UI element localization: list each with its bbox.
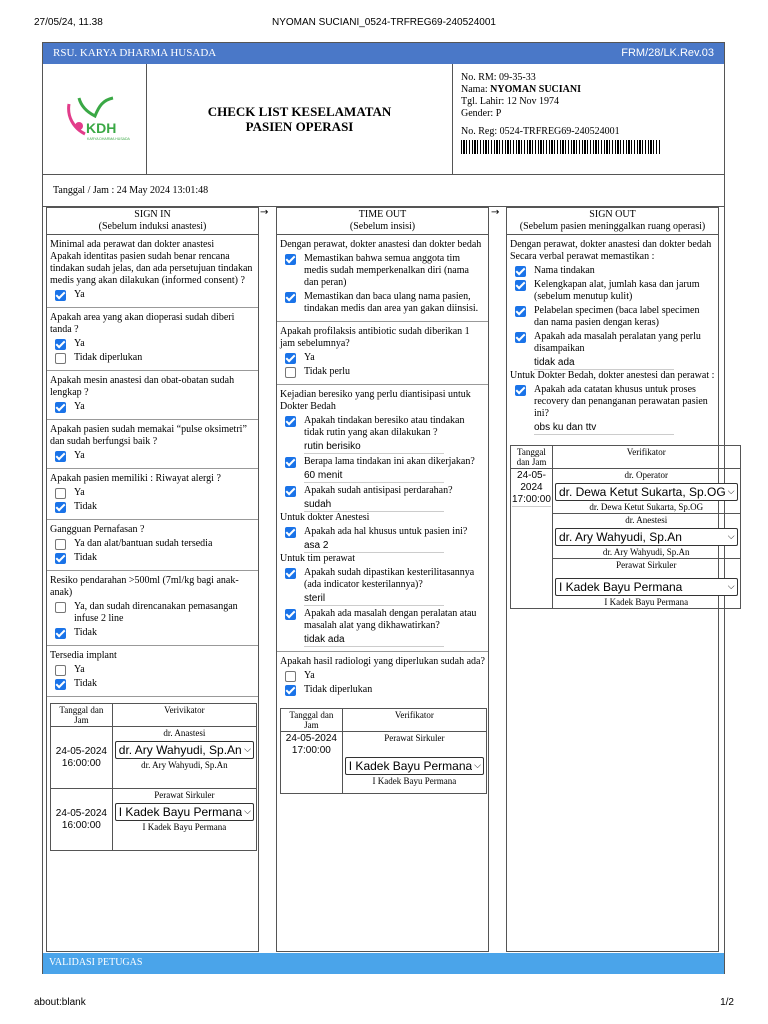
checkbox-option[interactable] [285, 415, 485, 439]
verifier-select[interactable]: I Kadek Bayu Permana ⌵ [115, 803, 254, 821]
question-text: Kejadian beresiko yang perlu diantisipasi untuk Dokter Bedah [280, 389, 471, 412]
checkbox-label: Nama tindakan [534, 265, 595, 276]
ver-date: 24-05-2024 [517, 470, 546, 493]
checkbox-checked[interactable] [515, 385, 526, 396]
ver-verifier-cell [552, 469, 740, 514]
ver-date: 24-05-2024 [285, 733, 337, 744]
sign-in-header [47, 208, 258, 235]
checkbox-checked[interactable] [55, 502, 66, 513]
print-datetime: 27/05/24, 11.38 [34, 17, 103, 28]
ver-time: 17:00:00 [512, 494, 551, 505]
checkbox-label: Kelengkapan alat, jumlah kasa dan jarum (sebelum menutup kulit) [534, 279, 700, 302]
checkbox-option[interactable] [285, 670, 485, 682]
answer-text: obs ku dan ttv [534, 422, 674, 435]
ver-datetime-cell [281, 732, 343, 794]
sign-in-column [46, 207, 259, 952]
answer-text: sudah [304, 499, 444, 512]
checkbox-label: Apakah sudah dipastikan kesterilitasannya (ada indicator kesterilannya)? [304, 567, 475, 590]
ver-verifier-cell [112, 789, 256, 851]
answer-text: rutin berisiko [304, 441, 444, 454]
sign-in-questions [47, 235, 258, 697]
question-section [47, 571, 258, 646]
checkbox-label: Ya [74, 664, 85, 675]
arrow-icon: → [491, 207, 500, 218]
checkbox-option[interactable] [55, 552, 255, 564]
checkbox-label: Tidak [74, 678, 97, 689]
question-section [507, 235, 718, 439]
checkbox-option[interactable] [515, 305, 715, 329]
checkbox-checked[interactable] [55, 290, 66, 301]
checkbox-option[interactable] [285, 485, 485, 497]
question-section [277, 235, 488, 322]
ver-role: Perawat Sirkuler [616, 560, 677, 570]
checkbox-checked[interactable] [285, 353, 296, 364]
question-section [47, 308, 258, 371]
barcode [461, 140, 661, 154]
question-section [277, 385, 488, 652]
question-section [47, 235, 258, 308]
form-header [43, 64, 724, 174]
question-text: Dengan perawat, dokter anastesi dan dokter bedah [510, 239, 712, 250]
patient-name: NYOMAN SUCIANI [490, 84, 581, 95]
checkbox-option[interactable] [55, 678, 255, 690]
answer-text: asa 2 [304, 540, 444, 553]
checkbox-option[interactable] [515, 265, 715, 277]
answer-text: 60 menit [304, 470, 444, 483]
chevron-down-icon: ⌵ [727, 532, 735, 542]
question-text: Untuk Dokter Bedah, dokter anestesi dan perawat : [510, 370, 715, 381]
ver-datetime-cell [51, 789, 113, 851]
checkbox-option[interactable] [285, 366, 485, 378]
checkbox-option[interactable] [55, 487, 255, 499]
checkbox-label: Berapa lama tindakan ini akan dikerjakan? [304, 456, 475, 467]
time-out-column [276, 207, 489, 952]
checkbox-checked[interactable] [285, 292, 296, 303]
ver-header-verifier: Verifikator [342, 709, 486, 732]
ver-header-date: Tanggal dan Jam [51, 704, 113, 727]
checkbox-option[interactable] [55, 627, 255, 639]
question-text: Apakah pasien sudah memakai “pulse oksimetri” dan sudah berfungsi baik ? [50, 424, 247, 447]
checkbox-option[interactable] [515, 331, 715, 355]
checkbox-label: Apakah ada masalah peralatan yang perlu disampaikan [534, 331, 701, 354]
answer-text: tidak ada [304, 634, 444, 647]
checkbox-label: Apakah ada catatan khusus untuk proses recovery dan penanganan perawatan pasien ini? [534, 384, 708, 419]
checkbox-label: Ya [304, 670, 315, 681]
checkbox-unchecked[interactable] [55, 353, 66, 364]
verifier-select[interactable]: I Kadek Bayu Permana ⌵ [345, 757, 484, 775]
ver-name: I Kadek Bayu Permana [142, 822, 227, 832]
checkbox-checked[interactable] [515, 306, 526, 317]
checkbox-checked[interactable] [285, 457, 296, 468]
ver-name: I Kadek Bayu Permana [372, 776, 457, 786]
checkbox-checked[interactable] [285, 527, 296, 538]
logo-cell [43, 64, 147, 174]
validasi-bar [43, 953, 724, 974]
checkbox-option[interactable] [55, 401, 255, 413]
checkbox-option[interactable] [285, 352, 485, 364]
checkbox-checked[interactable] [55, 402, 66, 413]
checkbox-checked[interactable] [515, 266, 526, 277]
sign-out-subtitle: (Sebelum pasien meninggalkan ruang operasi) [519, 221, 706, 232]
checkbox-unchecked[interactable] [285, 671, 296, 682]
question-text: Apakah profilaksis antibiotic sudah diberikan 1 jam sebelumnya? [280, 326, 470, 349]
ver-header-date: Tanggal dan Jam [281, 709, 343, 732]
print-doc-title: NYOMAN SUCIANI_0524-TRFREG69-240524001 [272, 17, 496, 28]
form-code: FRM/28/LK.Rev.03 [621, 47, 714, 59]
ver-header-verifier: Verifikator [552, 446, 740, 469]
checkbox-checked[interactable] [55, 339, 66, 350]
checkbox-label: Ya [74, 401, 85, 412]
question-text: Apakah pasien memiliki : Riwayat alergi ? [50, 473, 221, 484]
question-text: Apakah mesin anastesi dan obat-obatan sudah lengkap ? [50, 375, 235, 398]
checkbox-label: Tidak [74, 552, 97, 563]
patient-birthdate: Tgl. Lahir: 12 Nov 1974 [461, 96, 560, 107]
checkbox-unchecked[interactable] [55, 539, 66, 550]
checkbox-label: Apakah sudah antisipasi perdarahan? [304, 485, 453, 496]
question-section [47, 371, 258, 420]
ver-verifier-cell [342, 732, 486, 794]
ver-date: 24-05-2024 [55, 745, 107, 757]
answer-text: tidak ada [534, 357, 674, 370]
ver-header-verifier: Verivikator [112, 704, 256, 727]
checkbox-label: Tidak [74, 501, 97, 512]
ver-verifier-cell [112, 727, 256, 789]
print-footer [34, 997, 734, 1009]
hospital-logo [43, 64, 147, 174]
question-section [47, 646, 258, 697]
checkbox-label: Tidak perlu [304, 366, 351, 377]
time-out-questions [277, 235, 488, 702]
ver-verifier-cell [552, 514, 740, 559]
ver-role: Perawat Sirkuler [384, 733, 445, 743]
question-section [47, 469, 258, 520]
ver-date: 24-05-2024 [55, 807, 107, 819]
ver-role: dr. Anestesi [625, 515, 668, 525]
checkbox-option[interactable] [55, 352, 255, 364]
checkbox-option[interactable] [55, 289, 255, 301]
ver-name: dr. Ary Wahyudi, Sp.An [141, 760, 228, 770]
question-text: Resiko pendarahan >500ml (7ml/kg bagi anak-anak) [50, 575, 239, 598]
checkbox-label: Apakah ada masalah dengan peralatan atau masalah alat yang dikhawatirkan? [304, 608, 477, 631]
ver-time: 16:00:00 [61, 819, 101, 831]
checkbox-label: Ya [74, 338, 85, 349]
patient-info [461, 72, 721, 154]
checkbox-checked[interactable] [285, 609, 296, 620]
checkbox-option[interactable] [285, 526, 485, 538]
sign-out-questions [507, 235, 718, 439]
checkbox-option[interactable] [55, 338, 255, 350]
checkbox-unchecked[interactable] [55, 665, 66, 676]
ver-datetime-cell [511, 469, 553, 609]
checkbox-checked[interactable] [55, 451, 66, 462]
ver-time: 17:00:00 [291, 745, 331, 756]
ver-header-date: Tanggal dan Jam [511, 446, 553, 469]
ver-name: I Kadek Bayu Permana [604, 597, 689, 607]
arrow-icon: → [260, 207, 269, 218]
ver-time: 16:00:00 [61, 757, 101, 769]
checkbox-label: Memastikan dan baca ulang nama pasien, tindakan medis dan area yan gakan diinsisi. [304, 291, 479, 314]
question-text: Gangguan Pernafasan ? [50, 524, 145, 535]
sign-out-verification-table [510, 445, 741, 609]
checkbox-option[interactable] [285, 253, 485, 289]
sign-out-column [506, 207, 735, 952]
checkbox-option[interactable] [285, 291, 485, 315]
checkbox-checked[interactable] [285, 568, 296, 579]
ver-role: dr. Operator [624, 470, 668, 480]
sign-out-title: SIGN OUT [589, 209, 636, 220]
checkbox-label: Tidak [74, 627, 97, 638]
checkbox-checked[interactable] [285, 486, 296, 497]
checkbox-checked[interactable] [55, 628, 66, 639]
question-text: Apakah hasil radiologi yang diperlukan sudah ada? [280, 656, 485, 667]
checkbox-label: Tidak diperlukan [304, 684, 373, 695]
checkbox-label: Memastikan bahwa semua anggota tim medis sudah memperkenalkan diri (nama dan peran) [304, 253, 469, 288]
checkbox-label: Apakah ada hal khusus untuk pasien ini? [304, 526, 468, 537]
chevron-down-icon: ⌵ [244, 807, 251, 817]
checkbox-checked[interactable] [285, 416, 296, 427]
checkbox-option[interactable] [285, 608, 485, 632]
question-text: Tersedia implant [50, 650, 117, 661]
question-text: Untuk tim perawat [280, 553, 355, 564]
checkbox-option[interactable] [55, 664, 255, 676]
checklist-form [42, 42, 735, 974]
sign-in-subtitle: (Sebelum induksi anastesi) [98, 221, 207, 232]
checkbox-option[interactable] [55, 501, 255, 513]
chevron-down-icon: ⌵ [727, 582, 735, 592]
print-header [34, 17, 734, 29]
checkbox-label: Apakah tindakan beresiko atau tindakan tidak rutin yang akan dilakukan ? [304, 415, 465, 438]
checkbox-label: Ya dan alat/bantuan sudah tersedia [74, 538, 213, 549]
chevron-down-icon: ⌵ [474, 761, 481, 771]
ver-datetime-cell [51, 727, 113, 789]
checkbox-checked[interactable] [515, 280, 526, 291]
verifier-select[interactable]: dr. Ary Wahyudi, Sp.An ⌵ [555, 528, 738, 546]
patient-reg-no: No. Reg: 0524-TRFREG69-240524001 [461, 126, 620, 137]
hospital-name: RSU. KARYA DHARMA HUSADA [53, 47, 217, 59]
verifier-select[interactable]: dr. Dewa Ketut Sukarta, Sp.OG ⌵ [555, 483, 738, 501]
question-text: Apakah area yang akan dioperasi sudah diberi tanda ? [50, 312, 235, 335]
checkbox-option[interactable] [515, 384, 715, 420]
time-out-title: TIME OUT [358, 209, 407, 220]
checkbox-checked[interactable] [515, 332, 526, 343]
checkbox-unchecked[interactable] [55, 488, 66, 499]
checkbox-checked[interactable] [285, 254, 296, 265]
checkbox-checked[interactable] [55, 553, 66, 564]
question-section [47, 420, 258, 469]
question-section [277, 322, 488, 385]
ver-verifier-cell [552, 559, 740, 609]
ver-role: dr. Anastesi [163, 728, 206, 738]
print-url: about:blank [34, 997, 86, 1008]
question-text: Secara verbal perawat memastikan : [510, 251, 655, 262]
checkbox-label: Ya, dan sudah direncanakan pemasangan infuse 2 line [74, 601, 238, 624]
checkbox-option[interactable] [285, 567, 485, 591]
checkbox-label: Ya [74, 450, 85, 461]
print-page-number: 1/2 [720, 997, 734, 1008]
answer-text: steril [304, 593, 444, 606]
validasi-label: VALIDASI PETUGAS [49, 957, 143, 968]
checkbox-option[interactable] [55, 450, 255, 462]
chevron-down-icon: ⌵ [244, 745, 251, 755]
question-text: Minimal ada perawat dan dokter anastesi Apakah identitas pasien sudah benar rencana tindakan sudah jelas, dan ada persetujuan tindakan medis yang akan dilakukan (informed consent) ? [50, 239, 253, 286]
logo-text: KDH [86, 120, 117, 136]
checkbox-unchecked[interactable] [285, 367, 296, 378]
checkbox-label: Tidak diperlukan [74, 352, 143, 363]
checkbox-option[interactable] [285, 684, 485, 696]
checkbox-label: Ya [74, 289, 85, 300]
sign-out-header [507, 208, 718, 235]
question-text: Untuk dokter Anestesi [280, 512, 370, 523]
time-out-subtitle: (Sebelum insisi) [349, 221, 416, 232]
checkbox-label: Ya [74, 487, 85, 498]
time-out-verification-table [280, 708, 487, 794]
form-title-cell [147, 64, 453, 174]
question-section [47, 520, 258, 571]
form-datetime: Tanggal / Jam : 24 May 2024 13:01:48 [53, 185, 209, 196]
chevron-down-icon: ⌵ [727, 487, 735, 497]
sign-in-title: SIGN IN [134, 209, 171, 220]
checkbox-option[interactable] [285, 456, 485, 468]
logo-subtext: KARYA DHARMA HUSADA [87, 137, 130, 141]
verifier-select[interactable]: I Kadek Bayu Permana ⌵ [555, 578, 738, 596]
checkbox-option[interactable] [55, 538, 255, 550]
patient-name-row: Nama: NYOMAN SUCIANI [461, 84, 581, 95]
checkbox-checked[interactable] [55, 679, 66, 690]
date-bar [43, 174, 724, 207]
patient-rm: No. RM: 09-35-33 [461, 72, 536, 83]
checkbox-checked[interactable] [285, 685, 296, 696]
form-topbar [43, 43, 724, 64]
verifier-select[interactable]: dr. Ary Wahyudi, Sp.An ⌵ [115, 741, 254, 759]
form-title: CHECK LIST KESELAMATAN PASIEN OPERASI [207, 104, 392, 134]
ver-name: dr. Ary Wahyudi, Sp.An [602, 547, 690, 557]
checkbox-label: Pelabelan specimen (baca label specimen dan nama pasien dengan keras) [534, 305, 700, 328]
question-section [277, 652, 488, 702]
sign-in-verification-table [50, 703, 257, 851]
checkbox-unchecked[interactable] [55, 602, 66, 613]
checkbox-label: Ya [304, 352, 315, 363]
ver-name: dr. Dewa Ketut Sukarta, Sp.OG [589, 502, 704, 512]
question-text: Dengan perawat, dokter anastesi dan dokter bedah [280, 239, 482, 250]
checkbox-option[interactable] [515, 279, 715, 303]
time-out-header [277, 208, 488, 235]
ver-role: Perawat Sirkuler [154, 790, 215, 800]
checkbox-option[interactable] [55, 601, 255, 625]
patient-gender: Gender: P [461, 108, 502, 119]
